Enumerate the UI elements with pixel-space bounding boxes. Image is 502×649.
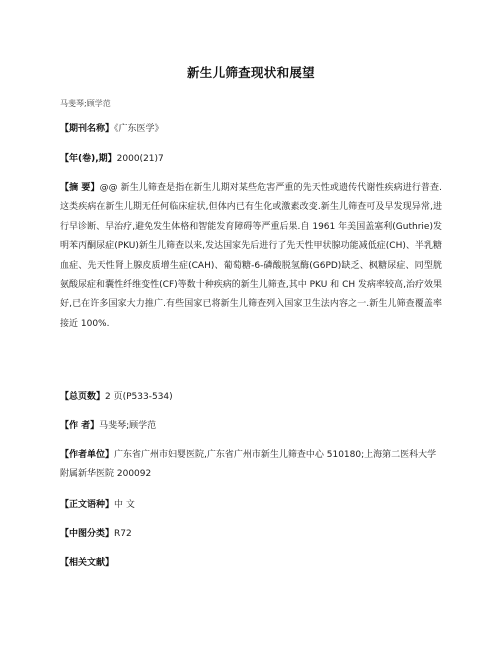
authors-field <box>60 417 442 436</box>
pages-field <box>60 388 442 407</box>
related-field <box>60 554 442 573</box>
affiliation-field <box>60 446 442 485</box>
language-value: 中 文 <box>114 500 135 510</box>
abstract-value: @@ 新生儿筛查是指在新生儿期对某些危害严重的先天性或遗传代谢性疾病进行普查.这类疾病在新生儿期无任何临床症状,但体内已有生化或激素改变.新生儿筛查可及早发现异常,进行早诊断、早治疗,避免发生体格和智能发育障碍等严重后果.自 1961 年美国盖塞利(Guthrie)发明苯丙酮尿症(PKU)新生儿筛查以来,发达国家先后进行了先天性甲状腺功能减低症(CH)、半乳糖血症、先天性肾上腺皮质增生症(CAH)、葡萄糖-6-磷酸脱氢酶(G6PD)缺乏、枫糖尿症、同型胱氨酸尿症和囊性纤维变性(CF)等数十种疾病的新生儿筛查,其中 PKU 和 CH 发病率较高,治疗效果好,已在许多国家大力推广.有些国家已将新生儿筛查列入国家卫生法内容之一.新生儿筛查覆盖率接近 100%. <box>60 183 442 329</box>
journal-field <box>60 120 442 139</box>
year-issue-label: 【年(卷),期】 <box>60 154 117 164</box>
clc-value: R72 <box>114 529 132 539</box>
language-label: 【正文语种】 <box>60 500 115 510</box>
year-issue-field <box>60 150 442 169</box>
journal-value: 《广东医学》 <box>114 124 164 134</box>
year-issue-value: 2000(21)7 <box>116 154 164 164</box>
language-field <box>60 496 442 515</box>
document-title: 新生儿筛查现状和展望 <box>186 65 315 80</box>
affiliation-label: 【作者单位】 <box>60 450 115 460</box>
pages-value: 2 页(P533-534) <box>105 392 173 402</box>
related-label: 【相关文献】 <box>60 558 115 568</box>
abstract-label: 【摘 要】 <box>60 183 100 193</box>
authors-label: 【作 者】 <box>60 421 100 431</box>
journal-label: 【期刊名称】 <box>60 124 115 134</box>
affiliation-value: 广东省广州市妇婴医院,广东省广州市新生儿筛查中心 510180;上海第二医科大学附属新华医院 200092 <box>60 450 437 480</box>
clc-field <box>60 525 442 544</box>
clc-label: 【中图分类】 <box>60 529 115 539</box>
author-line: 马斐琴;顾学范 <box>60 99 111 108</box>
authors-value: 马斐琴;顾学范 <box>99 421 157 431</box>
abstract-field <box>60 179 442 334</box>
pages-label: 【总页数】 <box>60 392 106 402</box>
